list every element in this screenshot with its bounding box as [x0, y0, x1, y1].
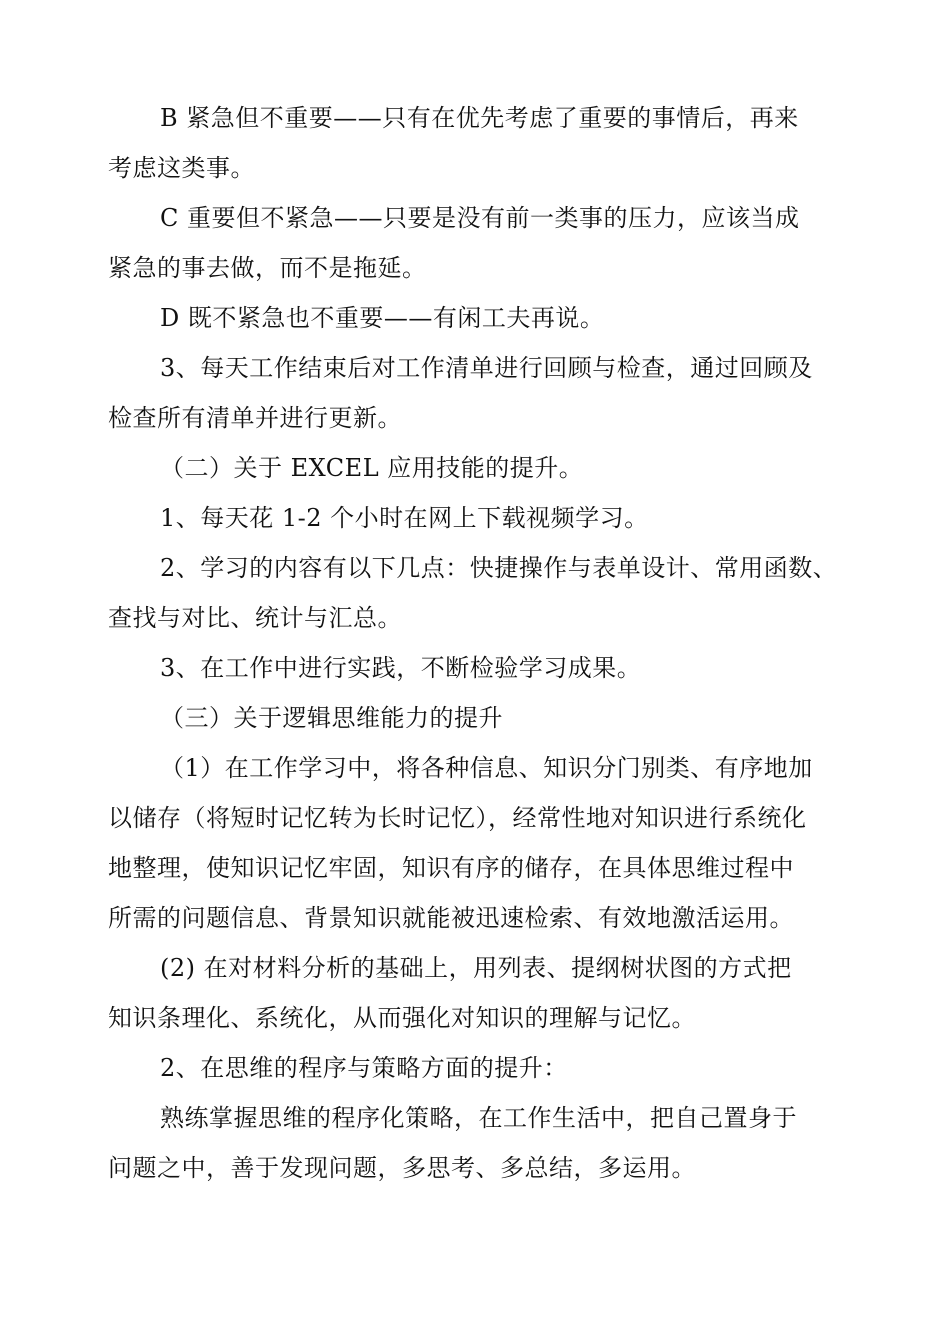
text-line: C 重要但不紧急——只要是没有前一类事的压力，应该当成	[160, 204, 800, 232]
text-line: 所需的问题信息、背景知识就能被迅速检索、有效地激活运用。	[108, 904, 794, 932]
text-line: D 既不紧急也不重要——有闲工夫再说。	[160, 304, 605, 332]
text-line: 查找与对比、统计与汇总。	[108, 604, 402, 632]
text-line: 熟练掌握思维的程序化策略，在工作生活中，把自己置身于	[160, 1104, 797, 1132]
text-line: 2、学习的内容有以下几点：快捷操作与表单设计、常用函数、	[160, 554, 838, 582]
text-line: 2、在思维的程序与策略方面的提升：	[160, 1054, 568, 1082]
text-line: 考虑这类事。	[108, 154, 255, 182]
text-line: 地整理，使知识记忆牢固，知识有序的储存，在具体思维过程中	[108, 854, 794, 882]
text-line: 知识条理化、系统化，从而强化对知识的理解与记忆。	[108, 1004, 696, 1032]
text-line: 3、在工作中进行实践，不断检验学习成果。	[160, 654, 642, 682]
text-line: 1、每天花 1-2 个小时在网上下载视频学习。	[160, 504, 649, 532]
section-heading: （三）关于逻辑思维能力的提升	[160, 704, 503, 732]
text-line: 问题之中，善于发现问题，多思考、多总结，多运用。	[108, 1154, 696, 1182]
text-line: B 紧急但不重要——只有在优先考虑了重要的事情后，再来	[160, 104, 799, 132]
text-line: 以储存（将短时记忆转为长时记忆），经常性地对知识进行系统化	[108, 804, 807, 832]
text-line: 紧急的事去做，而不是拖延。	[108, 254, 427, 282]
text-line: （1）在工作学习中，将各种信息、知识分门别类、有序地加	[160, 754, 813, 782]
text-line: 3、每天工作结束后对工作清单进行回顾与检查，通过回顾及	[160, 354, 813, 382]
text-line: (2) 在对材料分析的基础上，用列表、提纲树状图的方式把	[160, 954, 792, 982]
section-heading: （二）关于 EXCEL 应用技能的提升。	[160, 454, 584, 482]
text-line: 检查所有清单并进行更新。	[108, 404, 402, 432]
